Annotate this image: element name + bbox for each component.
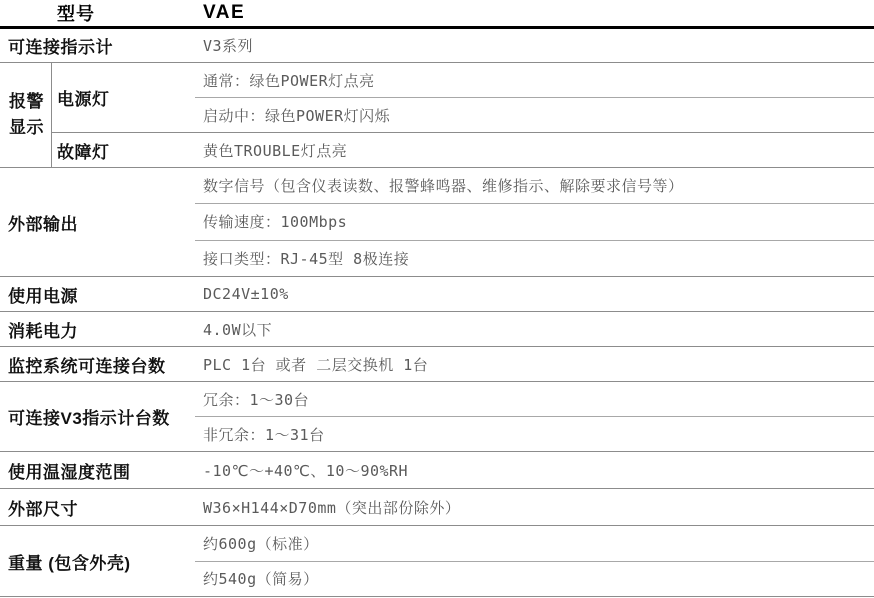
row-external-dimensions bbox=[0, 489, 874, 526]
trouble-lamp-value: 黄色TROUBLE灯点亮 bbox=[203, 141, 348, 160]
row-value: W36×H144×D70mm（突出部份除外） bbox=[203, 498, 461, 517]
model-value-header: VAE bbox=[203, 2, 246, 23]
alarm-group-label: 报警显示 bbox=[0, 63, 52, 167]
weight-simple-value: 约540g（简易） bbox=[195, 561, 874, 597]
power-lamp-normal-value: 通常：绿色POWER灯点亮 bbox=[203, 71, 375, 90]
row-monitor-system-units bbox=[0, 347, 874, 382]
row-weight bbox=[0, 526, 874, 597]
row-external-output bbox=[0, 168, 874, 277]
trouble-lamp-subrow bbox=[52, 132, 874, 167]
digital-signal-value: 数字信号（包含仪表读数、报警蜂鸣器、维修指示、解除要求信号等） bbox=[203, 177, 684, 196]
row-value: DC24V±10% bbox=[203, 285, 289, 303]
power-lamp-label: 电源灯 bbox=[57, 90, 110, 109]
non-redundant-value: 非冗余：1～31台 bbox=[195, 416, 874, 451]
row-value: 4.0W以下 bbox=[203, 320, 273, 339]
weight-standard-value: 约600g（标准） bbox=[203, 534, 319, 553]
trouble-lamp-label: 故障灯 bbox=[57, 142, 110, 162]
power-lamp-subrow bbox=[52, 63, 874, 132]
row-power-consumption bbox=[0, 312, 874, 347]
row-value: V3系列 bbox=[203, 37, 254, 55]
header-row bbox=[0, 0, 874, 29]
row-label: 外部尺寸 bbox=[8, 499, 78, 519]
row-label: 可连接V3指示计台数 bbox=[8, 409, 170, 428]
row-label: 可连接指示计 bbox=[8, 38, 113, 57]
redundant-value: 冗余：1～30台 bbox=[203, 390, 310, 409]
row-label: 使用温湿度范围 bbox=[8, 462, 131, 482]
row-value: PLC 1台 或者 二层交换机 1台 bbox=[203, 355, 429, 374]
row-label: 监控系统可连接台数 bbox=[8, 356, 166, 376]
row-value: -10℃～+40℃、10～90%RH bbox=[203, 461, 409, 480]
transfer-speed-value: 传输速度：100Mbps bbox=[195, 203, 874, 239]
row-connectable-indicator bbox=[0, 29, 874, 63]
row-label: 重量 (包含外壳) bbox=[8, 553, 131, 573]
alarm-display-group bbox=[0, 63, 874, 168]
row-label: 使用电源 bbox=[8, 286, 78, 306]
row-label: 消耗电力 bbox=[8, 321, 78, 341]
power-lamp-startup-value: 启动中：绿色POWER灯闪烁 bbox=[195, 97, 874, 132]
row-connectable-v3-units bbox=[0, 382, 874, 452]
row-label: 外部输出 bbox=[8, 214, 78, 234]
connector-type-value: 接口类型：RJ-45型 8极连接 bbox=[195, 240, 874, 276]
row-temp-humidity-range bbox=[0, 452, 874, 489]
row-power-supply bbox=[0, 277, 874, 312]
model-column-header: 型号 bbox=[57, 4, 95, 24]
